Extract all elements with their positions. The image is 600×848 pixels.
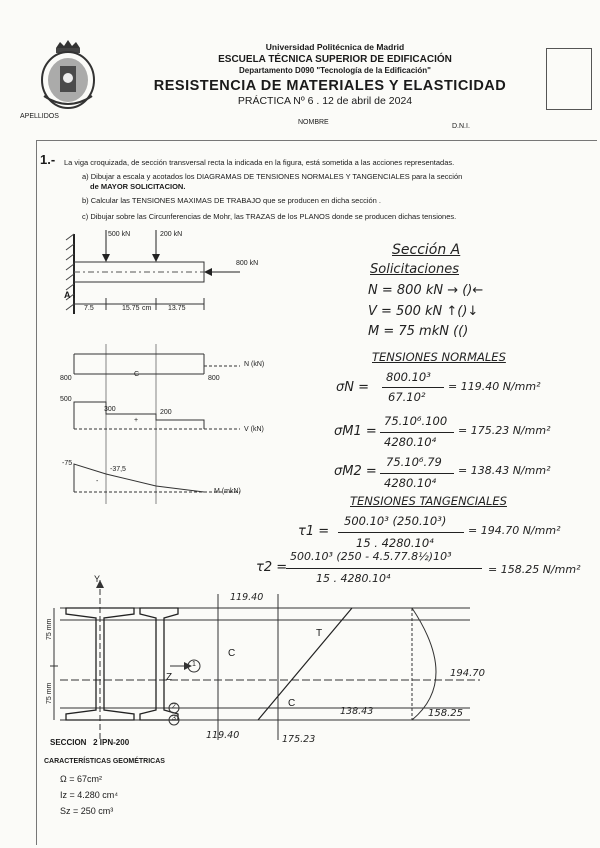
problem-statement: La viga croquizada, de sección transversal recta la indicada en la figura, está sometida a las acciones representadas.	[64, 158, 455, 167]
hw-t2-label: τ2 =	[256, 560, 288, 575]
part-b: b) Calcular las TENSIONES MAXIMAS DE TRABAJO que se producen en dicha sección .	[82, 196, 382, 205]
part-c: c) Dibujar sobre las Circunferencias de Mohr, las TRAZAS de los PLANOS donde se producen dichas tensiones.	[82, 212, 457, 221]
v-diagram-top: 500	[60, 396, 72, 403]
value-138: 138.43	[340, 706, 374, 717]
hw-sn-num: 800.10³	[386, 370, 431, 384]
v-diagram-label: V (kN)	[244, 426, 264, 433]
point-2: 2	[172, 703, 176, 710]
university-crest	[36, 38, 100, 110]
part-a: a) Dibujar a escala y acotados los DIAGRAMAS DE TENSIONES NORMALES Y TANGENCIALES para la sección	[82, 172, 463, 181]
hw-sn-res: = 119.40 N/mm²	[448, 380, 541, 393]
hw-t2-res: = 158.25 N/mm²	[488, 563, 581, 576]
hw-t1-den: 15 . 4280.10⁴	[356, 536, 434, 550]
compression-label-2: C	[288, 698, 296, 709]
dim-13-75: 13.75	[168, 305, 186, 312]
property-sz: Sz = 250 cm³	[60, 806, 114, 816]
problem-number: 1.-	[40, 152, 56, 167]
dim-7-5: 7.5	[84, 305, 94, 312]
load-500: 500 kN	[108, 231, 131, 238]
hw-t1-num: 500.10³ (250.10³)	[344, 514, 447, 528]
hw-section-title: Sección A	[392, 242, 461, 258]
grade-box	[546, 48, 592, 110]
university-name: Universidad Politécnica de Madrid	[265, 42, 405, 52]
hw-sm1-den: 4280.10⁴	[384, 435, 437, 449]
value-119-bot: 119.40	[206, 730, 240, 741]
hw-t1-res: = 194.70 N/mm²	[468, 524, 561, 537]
support-a-label: A	[64, 290, 71, 300]
n-diagram-sign: C	[134, 371, 140, 378]
y-axis-label: Y	[94, 574, 101, 584]
section-type: SECCION 2 IPN-200	[50, 738, 130, 747]
property-iz: Iz = 4.280 cm⁴	[60, 790, 119, 800]
tension-label: T	[316, 628, 323, 639]
apellidos-label: APELLIDOS	[20, 113, 59, 120]
part-a-cont: de MAYOR SOLICITACION.	[90, 182, 186, 191]
practice-date: PRÁCTICA Nº 6 . 12 de abril de 2024	[237, 95, 413, 107]
v-diagram-right: 200	[160, 409, 172, 416]
hw-sm1-num: 75.10⁶.100	[384, 414, 448, 428]
hw-t1-bar	[338, 532, 464, 533]
hw-t2-den: 15 . 4280.10⁴	[316, 572, 391, 585]
load-200: 200 kN	[160, 231, 183, 238]
hw-sm1-label: σM1 =	[334, 424, 377, 439]
properties-title: CARACTERÍSTICAS GEOMÉTRICAS	[44, 758, 165, 765]
subject-title: RESISTENCIA DE MATERIALES Y ELASTICIDAD	[153, 78, 507, 94]
dim-unit: cm	[142, 305, 152, 312]
m-diagram-minus: -	[96, 478, 99, 485]
hw-normales-title: TENSIONES NORMALES	[372, 350, 506, 364]
hw-sm1-bar	[380, 432, 454, 433]
hw-tang-title: TENSIONES TANGENCIALES	[350, 494, 507, 508]
compression-label-1: C	[228, 648, 236, 659]
property-area: Ω = 67cm²	[60, 774, 102, 784]
nombre-label: NOMBRE	[298, 119, 329, 126]
hw-t1-label: τ1 =	[298, 524, 330, 539]
value-158: 158.25	[428, 708, 463, 719]
hw-sm2-res: = 138.43 N/mm²	[458, 464, 551, 477]
school-name: ESCUELA TÉCNICA SUPERIOR DE EDIFICACIÓN	[218, 54, 452, 65]
hw-solicitaciones: Solicitaciones	[370, 262, 459, 277]
n-diagram-label: N (kN)	[244, 361, 265, 368]
hw-sm2-num: 75.10⁶.79	[386, 455, 442, 469]
v-diagram-mid: 300	[104, 406, 116, 413]
dim-top-label: 75 mm	[46, 618, 53, 640]
n-diagram-value: 800	[60, 375, 72, 382]
hw-v: V = 500 kN ↑()↓	[368, 304, 479, 319]
dim-bot-label: 75 mm	[46, 682, 53, 704]
hw-n: N = 800 kN → ()←	[368, 283, 484, 298]
z-axis-label: Z	[166, 672, 173, 683]
hw-sn-den: 67.10²	[388, 390, 426, 404]
hw-sm2-bar	[380, 473, 454, 474]
hw-sn-bar	[382, 387, 444, 388]
dim-15-75: 15.75	[122, 305, 140, 312]
hw-sn-label: σN =	[336, 380, 369, 395]
m-diagram-mid: -37,5	[110, 466, 126, 473]
value-119-top: 119.40	[230, 592, 264, 603]
value-194: 194.70	[450, 668, 485, 679]
hw-t2-bar	[286, 568, 482, 569]
beam-and-diagrams	[50, 224, 300, 514]
hw-sm1-res: = 175.23 N/mm²	[458, 424, 551, 437]
dni-label: D.N.I.	[452, 123, 470, 130]
point-3: 3	[172, 715, 176, 722]
hw-sm2-label: σM2 =	[334, 464, 377, 479]
section-stress-drawing	[40, 580, 600, 750]
hw-sm2-den: 4280.10⁴	[384, 476, 437, 490]
v-diagram-plus: +	[134, 417, 139, 424]
value-175: 175.23	[282, 734, 316, 745]
department-name: Departamento D090 "Tecnología de la Edificación"	[239, 66, 431, 75]
hw-t2-num: 500.10³ (250 - 4.5.77.8½)10³	[290, 550, 452, 563]
hw-m: M = 75 mkN (()	[368, 324, 469, 339]
m-diagram-left: -75	[62, 460, 73, 467]
n-diagram-value-right: 800	[208, 375, 220, 382]
point-1: 1	[192, 661, 196, 668]
m-diagram-label: M (mkN)	[214, 488, 241, 495]
load-800: 800 kN	[236, 260, 259, 267]
